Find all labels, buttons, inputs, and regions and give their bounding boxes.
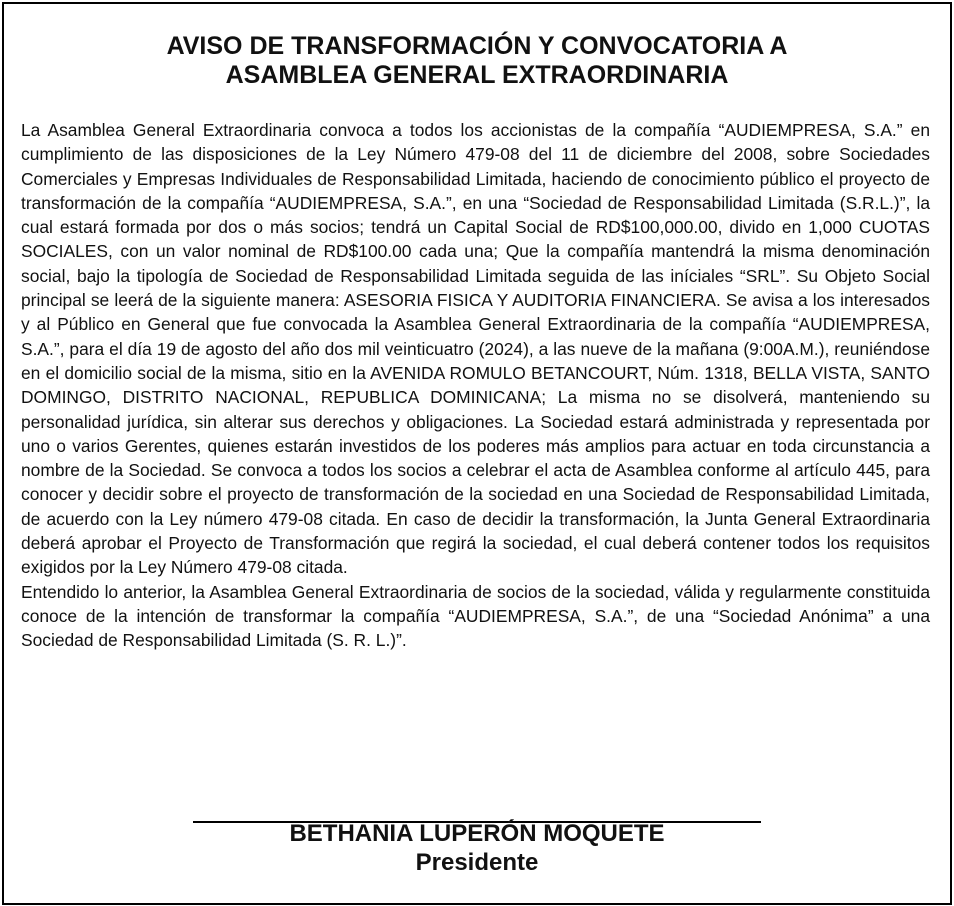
notice-paragraph-2: Entendido lo anterior, la Asamblea General Extraordinaria de socios de la sociedad, válida y regularmente constituida conoce de la intención de transformar la compañía “AUDIEMPRESA, S.A.”, de una “Sociedad Anónima” a una Sociedad de Responsabilidad Limitada (S. R. L.)”. [21, 581, 930, 651]
notice-paragraph-1: La Asamblea General Extraordinaria convoca a todos los accionistas de la compañía “AUDIEMPRESA, S.A.” en cumplimiento de las disposiciones de la Ley Número 479-08 del 11 de diciembre del 2008, sobre Sociedades Comerciales y Empresas Individuales de Responsabilidad Limitada, haciendo de conocimiento público el proyecto de transformación de la compañía “AUDIEMPRESA, S.A.”, en una “Sociedad de Responsabilidad Limitada (S.R.L.)”, la cual estará formada por dos o más socios; tendrá un Capital Social de RD$100,000.00, divido en 1,000 CUOTAS SOCIALES, con un valor nominal de RD$100.00 cada una; Que la compañía mantendrá la misma denominación social, bajo la tipología de Sociedad de Responsabilidad Limitada seguida de las iníciales “SRL”. Su Objeto Social principal se leerá de la siguiente manera: ASESORIA FISICA Y AUDITORIA FINANCIERA. Se avisa a los interesados y al Público en General que fue convocada la Asamblea General Extraordinaria de la compañía “AUDIEMPRESA, S.A.”, para el día 19 de agosto del año dos mil veinticuatro (2024), a las nueve de la mañana (9:00A.M.), reuniéndose en el domicilio social de la misma, sitio en la AVENIDA ROMULO BETANCOURT, Núm. 1318, BELLA VISTA, SANTO DOMINGO, DISTRITO NACIONAL, REPUBLICA DOMINICANA; La misma no se disolverá, manteniendo su personalidad jurídica, sin alterar sus derechos y obligaciones. La Sociedad estará administrada y representada por uno o varios Gerentes, quienes estarán investidos de los poderes más amplios para actuar en toda circunstancia a nombre de la Sociedad. Se convoca a todos los socios a celebrar el acta de Asamblea conforme al artículo 445, para conocer y decidir sobre el proyecto de transformación de la sociedad en una Sociedad de Responsabilidad Limitada, de acuerdo con la Ley número 479-08 citada. En caso de decidir la transformación, la Junta General Extraordinaria deberá aprobar el Proyecto de Transformación que regirá la sociedad, el cual deberá contener todos los requisitos exigidos por la Ley Número 479-08 citada. [21, 120, 930, 578]
notice-title-line1: AVISO DE TRANSFORMACIÓN Y CONVOCATORIA A [166, 32, 788, 60]
signer-name: BETHANIA LUPERÓN MOQUETE [289, 820, 665, 847]
notice-title-line2: ASAMBLEA GENERAL EXTRAORDINARIA [225, 61, 729, 89]
notice-title [4, 32, 950, 90]
notice-frame [2, 2, 952, 905]
notice-body [21, 118, 930, 653]
signer-role: Presidente [415, 849, 539, 876]
